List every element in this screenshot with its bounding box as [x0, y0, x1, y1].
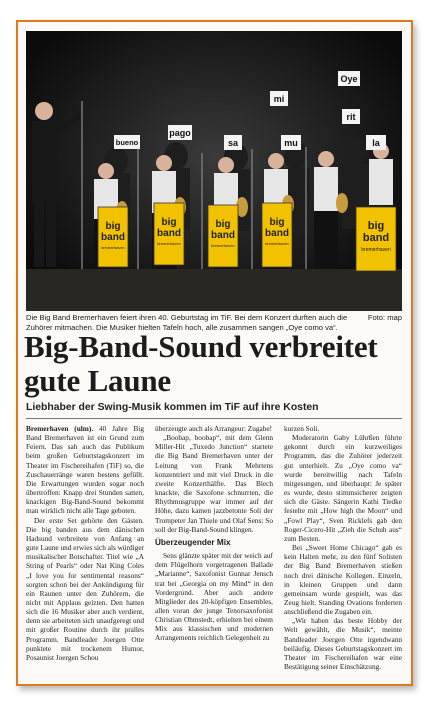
concert-photo	[26, 31, 402, 311]
banner-band-2: band	[157, 228, 181, 239]
sign-oye: Oye	[340, 74, 358, 84]
paragraph: Sens glänzte später mit der weich auf dem Flügelhorn vorgetragenen Ballade „Marianne“, Saxofonist Gunnar Jensch trat bei „Georgia on my Mind“ in den Vordergrund. Aber auch andere Mitglieder des 20-köpfigen Ensembles, allen voran der junge Tenorsaxofonist Christian Ohmstedt, erhielten bei einem Mix aus klassischen und modernen Arrangements reichlich Gelegenheit zu	[155, 551, 273, 643]
banner-big-1: big	[105, 221, 121, 232]
sign-mu: mu	[284, 138, 298, 148]
paragraph: Der erste Set gehörte den Gästen. Die big banden aus dem dänischen Hadsund verbreitete von Anfang an gute Laune und erwies sich als würdiger musikalischer Botschafter. Titel wie „A String of Pearls“ oder Nat King Coles „I love you for sentimental reasons“ sorgten schon bei der Ankündigung für ein Raunen unter den Zuhörern, die nicht mit Applaus geizten. Den hatten sich die 16 Musiker aber auch verdient, denn sie arbeiteten sich unaufgeregt und mit großer Routine durch ihr pralles Programm. Bandleader Joergen Otte punktete mit trockenem Humor, Posaunist Joergen Schou	[26, 515, 144, 662]
article-column-1	[26, 424, 144, 662]
paragraph: „Boobap, boobap“, mit dem Glenn Miller-Hit „Tuxedo Junction“ startete die Big Band Bremerhaven unter der Leitung von Frank Mehrtens konzentriert und mit viel Druck in die zweite Konzerthälfte. Das Blech knackte, die Saxofone schnurrten, die Rhythmusgruppe war immer auf der Höhe, dazu kamen jazzbetonte Soli der Trompeter Jan Thiele und Olaf Sens: So soll der Big-Band-Sound klingen.	[155, 433, 273, 534]
banner-city-2: bremerhaven	[157, 241, 181, 246]
banner-city-3: bremerhaven	[211, 243, 235, 248]
paragraph: kurzen Soli.	[284, 424, 320, 433]
banner-big-3: big	[215, 219, 231, 230]
paragraph: Bei „Sweet Home Chicago“ gab es kein Halten mehr, zu den fünf Solisten der Big Band Bremerhaven stießen noch drei dänische Kollegen. Einzeln, in kleinen Gruppen und dann gemeinsam wurde gespielt, was das Zeug hielt. Standing Ovations forderten anschließend die Zugaben ein.	[284, 543, 402, 617]
sign-mi: mi	[273, 94, 285, 104]
divider	[26, 418, 402, 419]
article-subhead: Liebhaber der Swing-Musik kommen im TiF auf ihre Kosten	[26, 402, 319, 413]
article-column-3	[284, 424, 402, 671]
banner-city-1: bremerhaven	[101, 245, 125, 250]
banner-city-4: bremerhaven	[265, 241, 289, 246]
photo-credit: Foto: map	[367, 313, 402, 322]
banner-big-4: big	[269, 217, 285, 228]
paragraph-text: 40 Jahre Big Band Bremerhaven ist ein Grund zum Feiern. Das sah auch das Publikum beim großen Geburtstagskonzert im Theater im Fischereihafen (TiF) so, die Zuschauerränge waren bestens gefüllt. Die Erwartungen wurden sogar noch übertroffen: Knapp drei Stunden satten, knackigen Big-Band-Sound bekommt man wirklich nicht alle Tage geboten.	[26, 424, 144, 516]
caption-text: Die Big Band Bremerhaven feiert ihren 40. Geburtstag im TiF. Bei dem Konzert durften auch die Zuhörer mitmachen. Die Musiker hielten Tafeln hoch, alle zusammen sangen „Oye como va“.	[26, 313, 348, 332]
sign-sa: sa	[227, 138, 239, 148]
article-column-2	[155, 424, 273, 643]
banner-big-2: big	[161, 217, 177, 228]
concert-photo-illustration	[26, 31, 402, 311]
paragraph: „Wir haben das beste Hobby der Welt gewählt, die Musik“, meinte Bandleader Joergen Otte irgendwann beiläufig. Dieses Geburtstagskonzert im Theater im Fischereihafen war eine Bestätigung seiner Einschätzung.	[284, 616, 402, 672]
dateline: Bremerhaven (ulm).	[26, 424, 94, 433]
sign-pago: pago	[169, 128, 191, 138]
paragraph: Moderatorin Gaby Lührßen führte gekonnt durch ein kurzweiliges Programm, das die Zuhörer jederzeit gut unterhielt. Zu „Oye como va“ wurde bereitwillig nach Tafeln mitgesungen, und überhaupt: Je später es wurde, desto stimmsicherer zeigten sich die Gäste. Sängerin Kathi Tiedke festelte mit „How high the Moon“ und „Fowl Play“, Sven Ricklefs gab den Roger-Cicero-Hit „Zieh die Schuh aus“ zum Besten.	[284, 433, 402, 543]
sign-bueno: bueno	[115, 138, 139, 147]
banner-band-5: band	[362, 232, 390, 244]
sign-rit: rit	[346, 112, 356, 122]
sign-la: la	[372, 138, 380, 148]
article-headline: Big-Band-Sound verbreitet gute Laune	[24, 329, 378, 398]
banner-city-5: bremerhaven	[361, 247, 391, 253]
banner-big-5: big	[367, 220, 385, 232]
banner-band-4: band	[265, 228, 289, 239]
paragraph: überzeugte auch als Arrangeur: Zugabe!	[155, 424, 273, 433]
newspaper-clipping	[16, 20, 413, 686]
banner-band-1: band	[101, 232, 125, 243]
section-heading: Überzeugender Mix	[155, 537, 231, 547]
paragraph	[26, 424, 144, 516]
banner-band-3: band	[211, 230, 235, 241]
